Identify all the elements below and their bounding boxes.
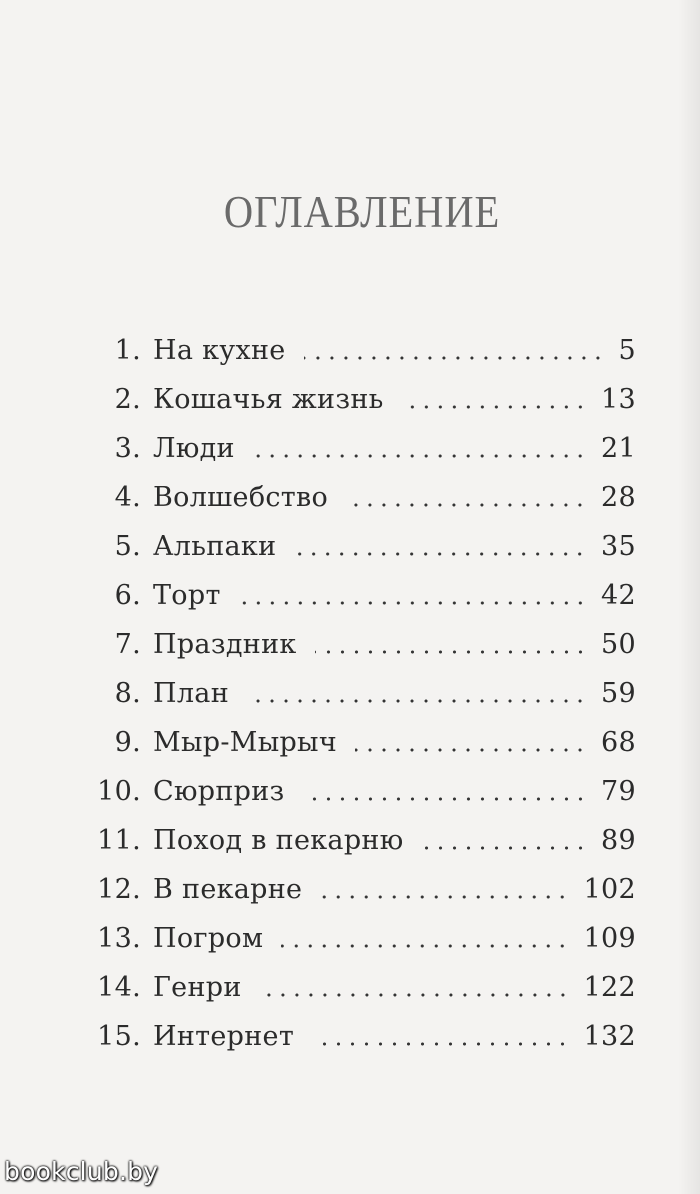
toc-entry-title: На кухне — [153, 335, 286, 366]
page-title: ОГЛАВЛЕНИЕ — [223, 187, 501, 237]
toc-entry-title: Сюрприз — [153, 776, 285, 807]
toc-entry-page: 132 — [583, 1021, 636, 1052]
toc-entry-title: Праздник — [153, 629, 297, 660]
table-of-contents — [88, 326, 636, 1061]
toc-entry-title: Поход в пекарню — [153, 825, 404, 856]
toc-dot-leader — [303, 796, 587, 802]
toc-entry-title: В пекарне — [153, 874, 303, 905]
toc-entry — [88, 326, 636, 375]
toc-entry-number: 14. — [97, 972, 141, 1003]
toc-dot-leader — [281, 943, 569, 949]
toc-dot-leader — [304, 355, 605, 361]
toc-entry-number: 15. — [97, 1021, 141, 1052]
toc-entry-page: 5 — [618, 335, 636, 366]
toc-entry-page: 42 — [601, 580, 636, 611]
toc-entry-number: 11. — [97, 825, 141, 856]
toc-entry-page: 79 — [601, 776, 636, 807]
toc-entry — [88, 963, 636, 1012]
toc-entry-number: 13. — [97, 923, 141, 954]
toc-entry-page: 122 — [583, 972, 636, 1003]
toc-entry-number: 4. — [114, 482, 141, 513]
toc-dot-leader — [346, 502, 587, 508]
toc-entry — [88, 669, 636, 718]
toc-entry-title: Мыр-Мырыч — [153, 727, 338, 758]
toc-entry-number: 10. — [97, 776, 141, 807]
toc-entry — [88, 522, 636, 571]
toc-entry-title: Погром — [153, 923, 264, 954]
toc-dot-leader — [253, 453, 587, 459]
toc-dot-leader — [260, 992, 570, 998]
toc-entry-number: 8. — [114, 678, 141, 709]
toc-entry — [88, 816, 636, 865]
toc-entry-number: 2. — [114, 384, 141, 415]
toc-entry — [88, 914, 636, 963]
toc-dot-leader — [402, 404, 587, 410]
toc-entry-title: Интернет — [153, 1021, 295, 1052]
toc-entry-page: 35 — [601, 531, 636, 562]
toc-entry-number: 1. — [114, 335, 141, 366]
toc-dot-leader — [320, 894, 569, 900]
toc-entry — [88, 424, 636, 473]
toc-entry-title: Альпаки — [153, 531, 277, 562]
toc-entry — [88, 865, 636, 914]
toc-entry — [88, 620, 636, 669]
toc-dot-leader — [239, 600, 587, 606]
toc-dot-leader — [422, 845, 588, 851]
page-edge-shadow — [678, 0, 700, 1194]
toc-entry-page: 89 — [601, 825, 636, 856]
toc-entry-page: 59 — [601, 678, 636, 709]
toc-entry-title: Люди — [153, 433, 235, 464]
toc-entry — [88, 375, 636, 424]
toc-entry-number: 9. — [114, 727, 141, 758]
toc-entry-number: 7. — [114, 629, 141, 660]
toc-dot-leader — [312, 1041, 570, 1047]
toc-entry-page: 68 — [601, 727, 636, 758]
toc-entry-page: 109 — [583, 923, 636, 954]
toc-entry-number: 3. — [114, 433, 141, 464]
toc-entry-number: 5. — [114, 531, 141, 562]
toc-entry-title: Генри — [153, 972, 242, 1003]
toc-entry-page: 13 — [601, 384, 636, 415]
toc-entry-page: 21 — [601, 433, 636, 464]
toc-dot-leader — [355, 747, 587, 753]
toc-dot-leader — [247, 698, 587, 704]
toc-entry-title: План — [153, 678, 229, 709]
toc-entry-title: Кошачья жизнь — [153, 384, 384, 415]
toc-entry-page: 102 — [583, 874, 636, 905]
toc-entry-number: 6. — [114, 580, 141, 611]
toc-entry-page: 50 — [601, 629, 636, 660]
site-watermark: bookclub.by — [4, 1157, 159, 1186]
toc-entry-number: 12. — [97, 874, 141, 905]
toc-entry-title: Волшебство — [153, 482, 329, 513]
toc-entry-title: Торт — [153, 580, 221, 611]
toc-entry — [88, 571, 636, 620]
toc-entry-page: 28 — [601, 482, 636, 513]
toc-entry — [88, 767, 636, 816]
toc-entry — [88, 473, 636, 522]
toc-entry — [88, 1012, 636, 1061]
toc-dot-leader — [294, 551, 587, 557]
toc-dot-leader — [315, 649, 587, 655]
toc-entry — [88, 718, 636, 767]
